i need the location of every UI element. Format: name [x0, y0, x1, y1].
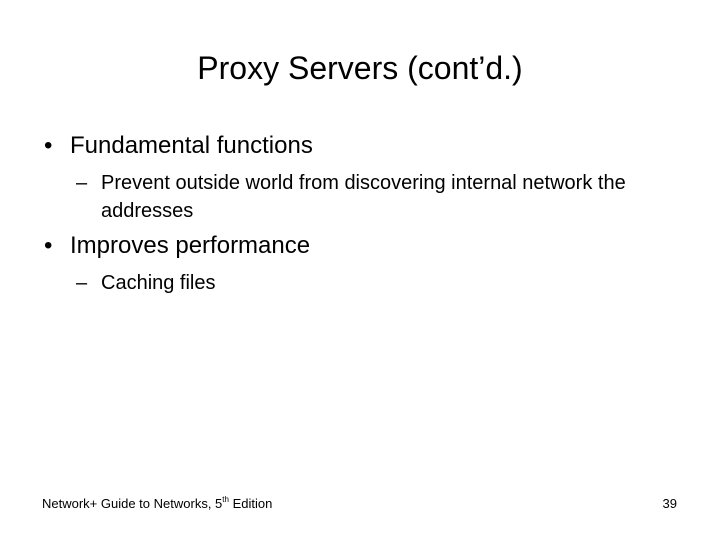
sub-bullet-marker: –: [76, 272, 88, 294]
sub-bullet-caching-files: [76, 269, 641, 297]
footer-book-title: [42, 495, 272, 513]
slide-title: Proxy Servers (cont’d.): [197, 50, 523, 86]
sub-bullet-prevent-discovery: [76, 169, 641, 225]
bullet-marker: •: [44, 132, 53, 159]
page-number: 39: [662, 496, 677, 511]
bullet-fundamental-functions: [44, 131, 313, 161]
footer-book-suffix: Edition: [228, 496, 273, 511]
bullet-text: Fundamental functions: [70, 132, 313, 159]
sub-bullet-text: Prevent outside world from discovering internal network the addresses: [101, 172, 626, 222]
sub-bullet-text: Caching files: [101, 272, 216, 294]
bullet-marker: •: [44, 232, 53, 259]
bullet-improves-performance: [44, 231, 310, 261]
footer-book-prefix: Network+ Guide to Networks, 5: [42, 496, 223, 511]
sub-bullet-marker: –: [76, 172, 88, 194]
footer-book-superscript: th: [222, 495, 229, 504]
bullet-text: Improves performance: [70, 232, 311, 259]
